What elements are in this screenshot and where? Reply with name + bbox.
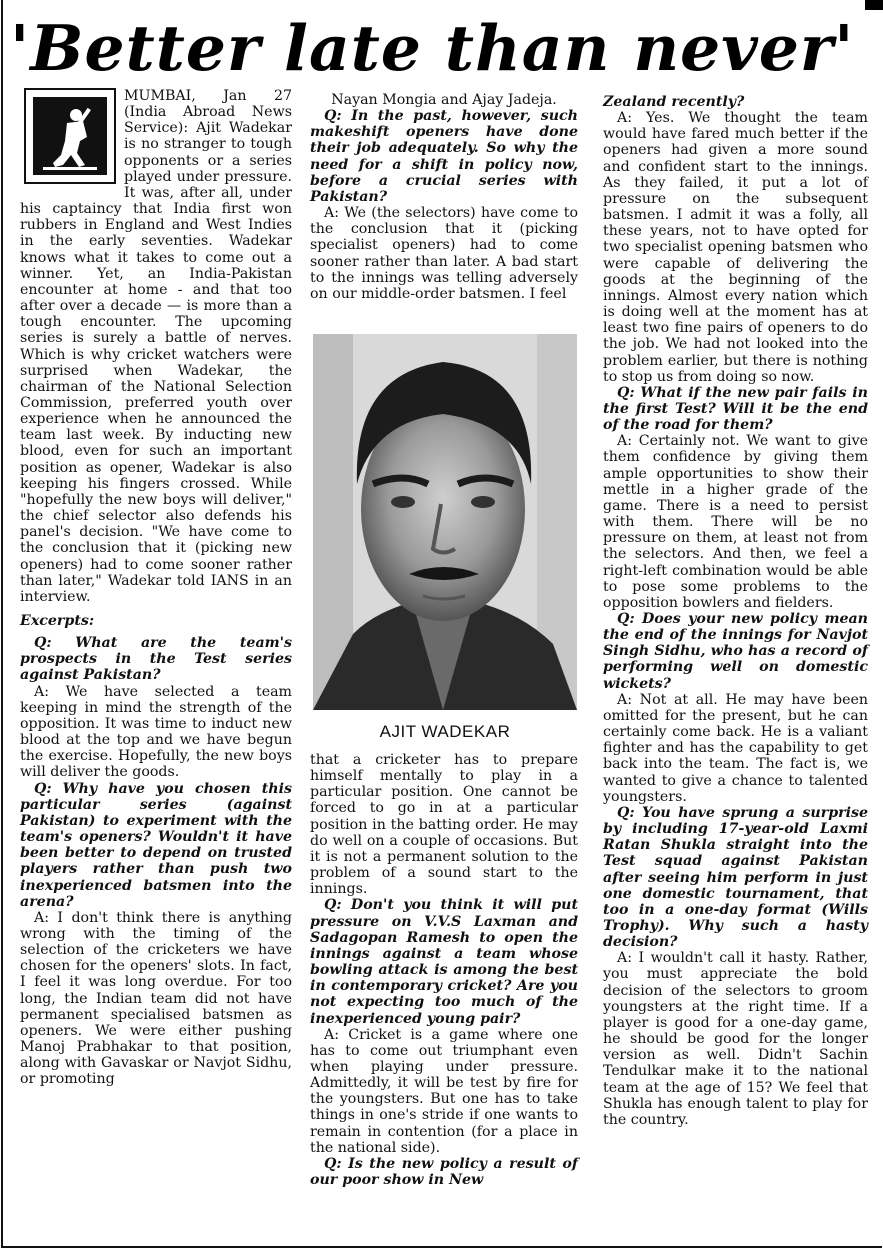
answer-1: A: We have selected a team keeping in mind the strength of the opposition. It was time to induct new blood at the top and we have begun the exercise. Hopefully, the new boys will deliver the goods. (20, 683, 292, 781)
answer-5: A: Yes. We thought the team would have fared much better if the openers had given a more sound and confident start to the innings. As they failed, it put a lot of pressure on the subsequent batsmen. I admit it was a folly, all these years, not to have opted for two specialist opening batsmen who were capable of delivering the goods at the beginning of the innings. Almost every nation which is doing well at the moment has at least two fine pairs of openers to do the job. We had not looked into the problem earlier, but there is nothing to stop us from doing so now. (603, 110, 868, 385)
column-1 (20, 88, 292, 1088)
question-5: Q: Is the new policy a result of our poor show in New (310, 1155, 578, 1189)
question-6: Q: What if the new pair fails in the first Test? Will it be the end of the road for them? (603, 384, 868, 434)
question-2: Q: Why have you chosen this particular series (against Pakistan) to experiment with the team's openers? Wouldn't it have been better to depend on trusted players rather than push two inexperienced batsmen into the arena? (20, 780, 292, 910)
portrait-photo (313, 334, 577, 710)
answer-3: A: We (the selectors) have come to the conclusion that it (picking specialist openers) had to come sooner rather than later. A bad start to the innings was telling adversely on our middle-order batsmen. I feel (310, 205, 578, 302)
continued-text: Nayan Mongia and Ajay Jadeja. (331, 92, 557, 108)
cricket-logo-icon (24, 88, 116, 184)
question-8: Q: You have sprung a surprise by including 17-year-old Laxmi Ratan Shukla straight into the Test squad against Pakistan after seeing him perform in just one domestic tournament, that too in a one-day format (Wills Trophy). Why such a hasty decision? (603, 804, 868, 951)
answer-4: A: Cricket is a game where one has to come out triumphant even when playing under pressure. Admittedly, it will be test by fire for the youngsters. But one has to take things in one's stride if one wants to remain in contention (for a place in the national side). (310, 1026, 578, 1156)
continued-text-2: that a cricketer has to prepare himself mentally to play in a particular position. One cannot be forced to go in at a particular position in the batting order. He may do well on a couple of occasions. But it is not a permanent solution to the problem of a sound start to the innings. (310, 752, 578, 898)
continued-question: Zealand recently? (603, 94, 745, 110)
dateline: MUMBAI, Jan 27 (India Abroad News Service): (124, 88, 292, 137)
answer-8: A: I wouldn't call it hasty. Rather, you must appreciate the bold decision of the selectors to groom youngsters at the right time. If a player is good for a one-day game, he should be good for the longer version as well. Didn't Sachin Tendulkar make it to the national team at the age of 15? We feel that Shukla has enough talent to play for the country. (603, 950, 868, 1128)
headline: 'Better late than never' (10, 11, 855, 85)
column-2-bottom (310, 752, 578, 1188)
excerpts-label: Excerpts: (20, 613, 95, 629)
photo-caption: AJIT WADEKAR (379, 722, 511, 741)
answer-6: A: Certainly not. We want to give them confidence by giving them ample opportunities to show their mettle in a higher grade of the game. There is a need to persist with them. There will be no pressure on them, at least not from the selectors. And then, we feel a right-left combination would be able to pose some problems to the opposition bowlers and fielders. (603, 433, 868, 611)
question-4: Q: Don't you think it will put pressure on V.V.S Laxman and Sadagopan Ramesh to open the innings against a team whose bowling attack is among the best in contemporary cricket? Are you not expecting too much of the inexperienced young pair? (310, 897, 578, 1027)
intro-text: Ajit Wadekar is no stranger to tough opponents or a series played under pressure. It was, after all, under his captaincy that India first won rubbers in England and West Indies in the early seventies. Wadekar knows what it takes to come out a winner. Yet, an India-Pakistan encounter at home - and that too after over a decade — is more than a tough encounter. The upcoming series is surely a battle of nerves. Which is why cricket watchers were surprised when Wadekar, the chairman of the National Selection Commission, preferred youth over experience when he announced the team last week. By inducting new blood, even for such an important position as opener, Wadekar is also keeping his fingers crossed. While "hopefully the new boys will deliver," the chief selector also defends his panel's decision. "We have come to the conclusion that it (picking new openers) had to come sooner rather than later," Wadekar told IANS in an interview. (20, 120, 293, 605)
answer-7: A: Not at all. He may have been omitted for the present, but he can certainly come back. He is a valiant fighter and has the capability to get back into the team. The fact is, we wanted to give a chance to talented youngsters. (603, 691, 868, 805)
question-1: Q: What are the team's prospects in the Test series against Pakistan? (20, 635, 292, 684)
answer-2: A: I don't think there is anything wrong with the timing of the selection of the cricketers we have chosen for the openers' slots. In fact, I feel it was long overdue. For too long, the Indian team did not have permanent specialised batsmen as openers. We were either pushing Manoj Prabhakar to that position, along with Gavaskar or Navjot Sidhu, or promoting (20, 909, 292, 1088)
column-2-top (310, 92, 578, 302)
column-3 (603, 94, 868, 1128)
question-7: Q: Does your new policy mean the end of the innings for Navjot Singh Sidhu, who has a record of performing well on domestic wickets? (603, 611, 868, 692)
question-3: Q: In the past, however, such makeshift openers have done their job adequately. So why the need for a shift in policy now, before a crucial series with Pakistan? (310, 108, 578, 205)
